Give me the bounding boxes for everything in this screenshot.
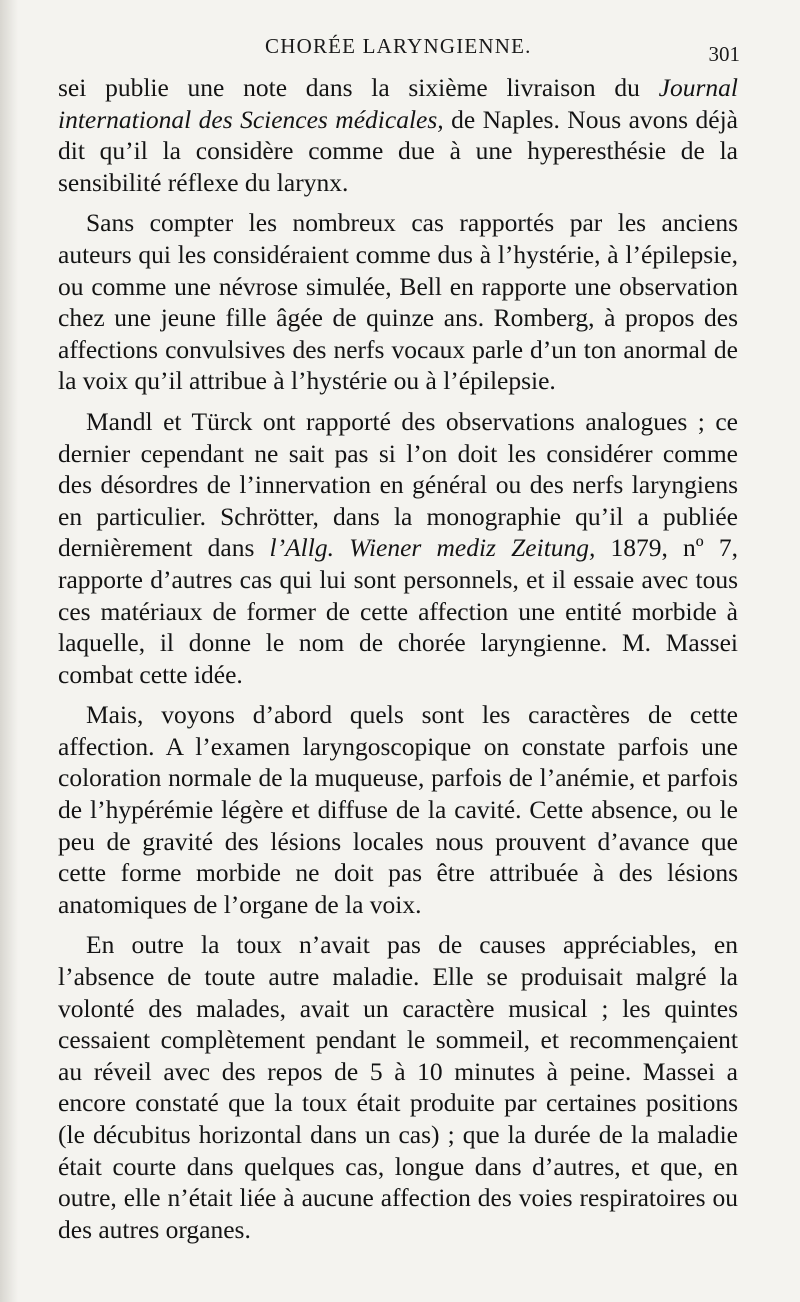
text-run: 1879, nº 7, rapporte d’autres cas qui lui sont personnels, et il essaie avec tous ces matériaux de former de cette affection une entité morbide à laquelle, il donne le nom de chorée laryngienne. M. Massei combat cette idée.	[58, 533, 738, 689]
body-text	[58, 72, 738, 1254]
running-title: CHORÉE LARYNGIENNE.	[265, 34, 532, 58]
page-number: 301	[708, 42, 740, 66]
italic-text: l’Allg. Wiener mediz Zeitung,	[269, 533, 596, 563]
paragraph	[58, 207, 738, 397]
text-run: de Naples. Nous avons déjà dit qu’il la considère comme due à une hyperesthésie de la sensibilité réflexe du larynx.	[58, 104, 738, 197]
paragraph	[58, 929, 738, 1245]
paragraph	[58, 699, 738, 920]
text-run: En outre la toux n’avait pas de causes appréciables, en l’absence de toute autre maladie. Elle se produisait malgré la volonté des malades, avait un caractère musical ; les quintes cessaient complètement pendant le sommeil, et recommençaient au réveil avec des repos de 5 à 10 minutes à peine. Massei a encore constaté que la toux était produite par certaines positions (le décubitus horizontal dans un cas) ; que la durée de la maladie était courte dans quelques cas, longue dans d’autres, et que, en outre, elle n’était liée à aucune affection des voies respiratoires ou des autres organes.	[58, 930, 738, 1244]
italic-text: Journal international des Sciences médicales,	[58, 73, 738, 134]
paragraph	[58, 72, 738, 198]
text-run: Mais, voyons d’abord quels sont les caractères de cette affection. A l’examen laryngoscopique on constate parfois une coloration normale de la muqueuse, parfois de l’anémie, et parfois de l’hypérémie légère et diffuse de la cavité. Cette absence, ou le peu de gravité des lésions locales nous prouvent d’avance que cette forme morbide ne doit pas être attribuée à des lésions anatomiques de l’organe de la voix.	[58, 700, 738, 919]
text-run: sei publie une note dans la sixième livraison du	[58, 73, 659, 102]
text-run: Mandl et Türck ont rapporté des observations analogues ; ce dernier cependant ne sait pas si l’on doit les considérer comme des désordres de l’innervation en général ou des nerfs laryngiens en particulier. Schrötter, dans la monographie qu’il a publiée dernièrement dans	[58, 406, 738, 563]
paragraph	[58, 406, 738, 690]
page-edge-shadow	[0, 0, 18, 1302]
page-header	[60, 34, 740, 64]
text-run: Sans compter les nombreux cas rapportés par les anciens auteurs qui les considéraient comme dus à l’hystérie, à l’épilepsie, ou comme une névrose simulée, Bell en rapporte une observation chez une jeune fille âgée de quinze ans. Romberg, à propos des affections convulsives des nerfs vocaux parle d’un ton anormal de la voix qu’il attribue à l’hystérie ou à l’épilepsie.	[58, 208, 738, 396]
